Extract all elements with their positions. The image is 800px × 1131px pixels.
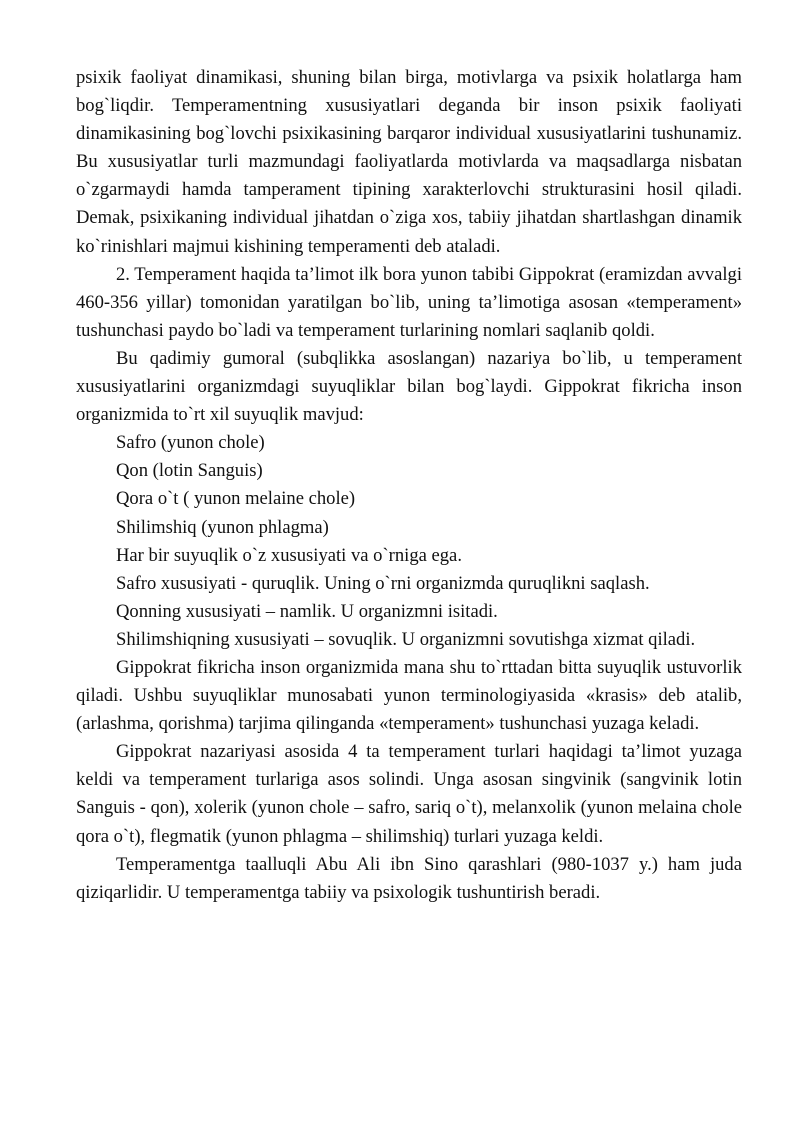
list-item-safro: Safro (yunon chole) — [116, 432, 265, 454]
paragraph-humoral-theory: Bu qadimiy gumoral (subqlikka asoslangan) nazariya bo`lib, u temperament xususiyatlarini organizmdagi suyuqliklar bilan bog`laydi. Gippokrat fikricha inson organizmida to`rt xil suyuqlik mavjud: — [76, 347, 742, 426]
paragraph-ibn-sino: Temperamentga taalluqli Abu Ali ibn Sino qarashlari (980-1037 y.) ham juda qiziqarlidir. U temperamentga tabiiy va psixologik tushuntirish beradi. — [76, 853, 742, 903]
paragraph-gippokrat-teaching: 2. Temperament haqida ta’limot ilk bora yunon tabibi Gippokrat (eramizdan avvalgi 460-356 yillar) tomonidan yaratilgan bo`lib, uning ta’limotiga asosan «temperament» tushunchasi paydo bo`ladi va temperament turlarining nomlari saqlanib qoldi. — [76, 263, 742, 341]
paragraph-qon-property: Qonning xususiyati – namlik. U organizmni isitadi. — [116, 600, 498, 622]
paragraph-four-types: Gippokrat nazariyasi asosida 4 ta temperament turlari haqidagi ta’limot yuzaga keldi va temperament turlariga asos solindi. Unga asosan singvinik (sangvinik lotin Sanguis - qon), xolerik (yunon chole – safro, sariq o`t), melanxolik (yunon melaina chole qora o`t), flegmatik (yunon phlagma – shilimshiq) turlari yuzaga keldi. — [76, 741, 742, 847]
list-item-qora-ot: Qora o`t ( yunon melaine chole) — [116, 488, 356, 510]
paragraph-shilimshiq-property: Shilimshiqning xususiyati – sovuqlik. U organizmni sovutishga xizmat qiladi. — [116, 628, 696, 650]
paragraph-each-fluid: Har bir suyuqlik o`z xususiyati va o`rniga ega. — [116, 544, 462, 566]
paragraph-krasis: Gippokrat fikricha inson organizmida mana shu to`rttadan bitta suyuqlik ustuvorlik qiladi. Ushbu suyuqliklar munosabati yunon terminologiyasida «krasis» deb atalib, (arlashma, qorishma) tarjima qilinganda «temperament» tushunchasi yuzaga keladi. — [76, 656, 742, 735]
document-page — [76, 64, 742, 907]
paragraph-safro-property: Safro xususiyati - quruqlik. Uning o`rni organizmda quruqlikni saqlash. — [116, 572, 650, 594]
list-item-shilimshiq: Shilimshiq (yunon phlagma) — [116, 516, 329, 538]
paragraph-temperament-definition: psixik faoliyat dinamikasi, shuning bilan birga, motivlarga va psixik holatlarga ham bog`liqdir. Temperamentning xususiyatlari deganda bir inson psixik faoliyati dinamikasining bog`lovchi psixikasining barqaror individual xususiyatlarini tushunamiz. Bu xususiyatlar turli mazmundagi faoliyatlarda motivlarda va maqsadlarga nisbatan o`zgarmaydi hamda tamperament tipining xarakterlovchi strukturasini hosil qiladi. Demak, psixikaning individual jihatdan o`ziga xos, tabiiy jihatdan shartlashgan dinamik ko`rinishlari majmui kishining temperamenti deb ataladi. — [76, 67, 742, 257]
list-item-qon: Qon (lotin Sanguis) — [116, 460, 263, 482]
